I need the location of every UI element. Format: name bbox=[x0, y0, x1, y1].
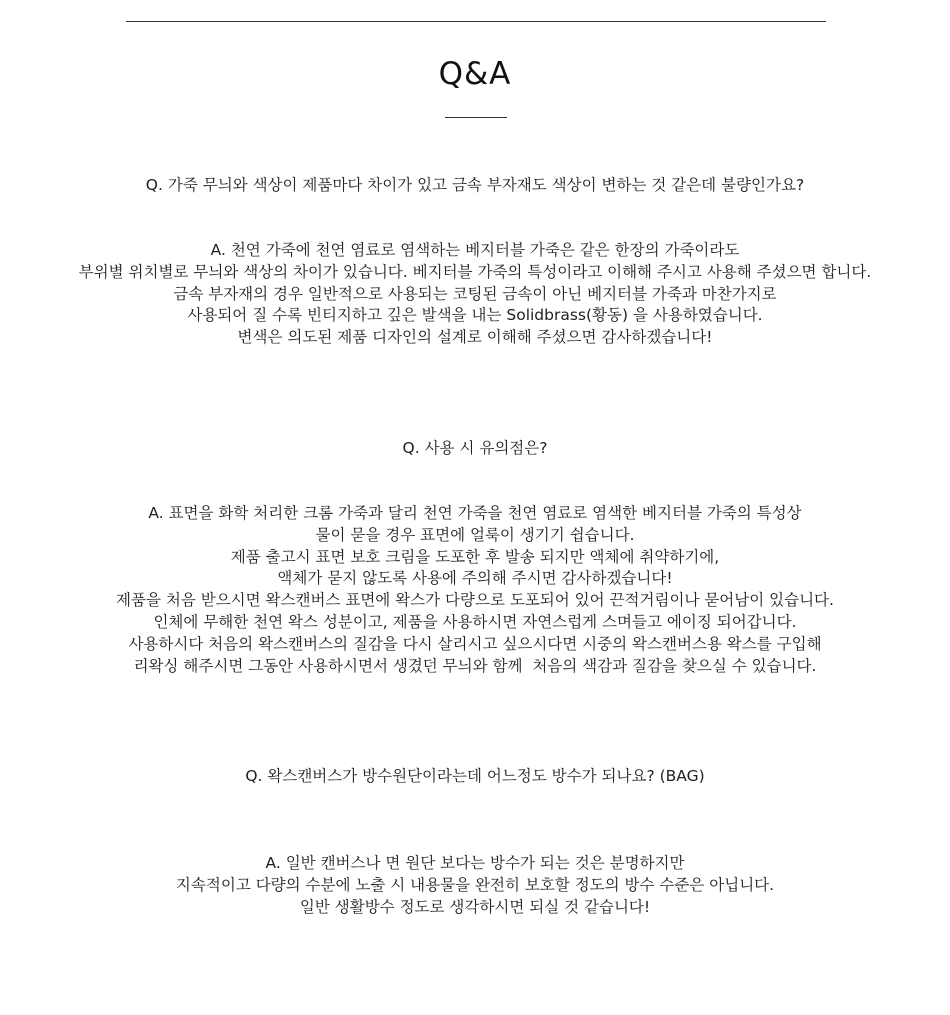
answer-line: 변색은 의도된 제품 디자인의 설계로 이해해 주셨으면 감사하겠습니다! bbox=[237, 328, 713, 347]
answer-line: 일반 생활방수 정도로 생각하시면 되실 것 같습니다! bbox=[299, 897, 651, 916]
answer-2 bbox=[0, 503, 950, 677]
answer-line: A. 일반 캔버스나 면 원단 보다는 방수가 되는 것은 분명하지만 bbox=[265, 854, 685, 872]
answer-line: A. 천연 가죽에 천연 염료로 염색하는 베지터블 가죽은 같은 한장의 가죽이라도 bbox=[210, 241, 740, 259]
answer-line: 인체에 무해한 천연 왁스 성분이고, 제품을 사용하시면 자연스럽게 스며들고 에이징 되어갑니다. bbox=[153, 612, 797, 631]
answer-line: 부위별 위치별로 무늬와 색상의 차이가 있습니다. 베지터블 가죽의 특성이라고 이해해 주시고 사용해 주셨으면 합니다. bbox=[78, 262, 872, 281]
title-underline bbox=[445, 117, 507, 118]
question-text: Q. 가죽 무늬와 색상이 제품마다 차이가 있고 금속 부자재도 색상이 변하는 것 같은데 불량인가요? bbox=[145, 176, 805, 194]
answer-line: 사용하시다 처음의 왁스캔버스의 질감을 다시 살리시고 싶으시다면 시중의 왁스캔버스용 왁스를 구입해 bbox=[128, 634, 822, 653]
question-3 bbox=[0, 766, 950, 788]
answer-line: 지속적이고 다량의 수분에 노출 시 내용물을 완전히 보호할 정도의 방수 수준은 아닙니다. bbox=[175, 875, 775, 894]
answer-line: 제품 출고시 표면 보호 크림을 도포한 후 발송 되지만 액체에 취약하기에, bbox=[230, 547, 720, 566]
answer-line: 금속 부자재의 경우 일반적으로 사용되는 코팅된 금속이 아닌 베지터블 가죽과 마찬가지로 bbox=[173, 284, 777, 303]
question-1 bbox=[0, 175, 950, 197]
answer-line: A. 표면을 화학 처리한 크롬 가죽과 달리 천연 가죽을 천연 염료로 염색한 베지터블 가죽의 특성상 bbox=[148, 504, 802, 522]
answer-line: 제품을 처음 받으시면 왁스캔버스 표면에 왁스가 다량으로 도포되어 있어 끈적거림이나 묻어남이 있습니다. bbox=[116, 591, 834, 610]
question-2 bbox=[0, 438, 950, 460]
answer-line: 리왁싱 해주시면 그동안 사용하시면서 생겼던 무늬와 함께 처음의 색감과 질감을 찾으실 수 있습니다. bbox=[133, 656, 817, 675]
top-divider bbox=[126, 21, 826, 22]
answer-line: 물이 묻을 경우 표면에 얼룩이 생기기 쉽습니다. bbox=[315, 525, 635, 544]
answer-line: 사용되어 질 수록 빈티지하고 깊은 발색을 내는 Solidbrass(황동) 을 사용하였습니다. bbox=[187, 306, 763, 325]
answer-1 bbox=[0, 240, 950, 349]
answer-line: 액체가 묻지 않도록 사용에 주의해 주시면 감사하겠습니다! bbox=[277, 569, 673, 588]
question-text: Q. 왁스캔버스가 방수원단이라는데 어느정도 방수가 되나요? (BAG) bbox=[245, 767, 705, 785]
answer-3 bbox=[0, 853, 950, 918]
page-title: Q&A bbox=[438, 56, 512, 92]
question-text: Q. 사용 시 유의점은? bbox=[402, 439, 548, 457]
